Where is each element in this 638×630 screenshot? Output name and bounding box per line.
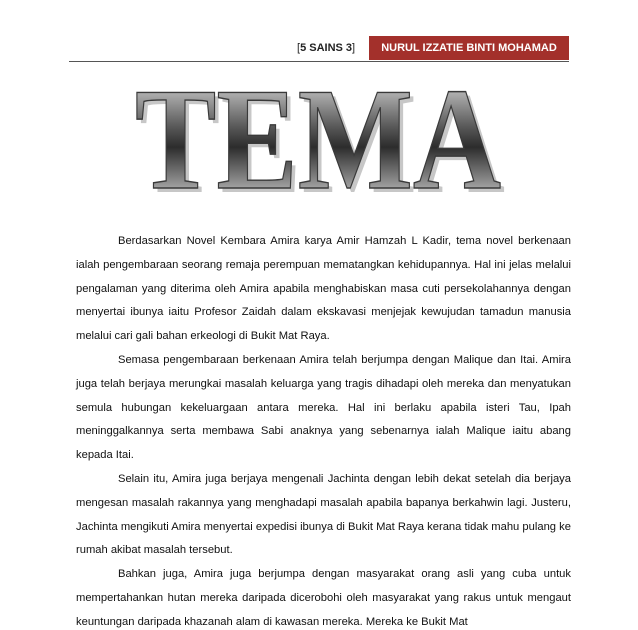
body-text <box>76 230 571 630</box>
class-label: [5 SAINS 3] <box>297 42 356 54</box>
title-banner <box>128 68 508 206</box>
student-name-banner: NURUL IZZATIE BINTI MOHAMAD <box>369 36 569 60</box>
paragraph-1: Berdasarkan Novel Kembara Amira karya Amir Hamzah L Kadir, tema novel berkenaan ialah pengembaraan seorang remaja perempuan mematangkan kehidupannya. Hal ini jelas melalui pengalaman yang diterima oleh Amira apabila menghabiskan masa cuti persekolahannya dengan menyertai ibunya iaitu Profesor Zaidah dalam ekskavasi menjejak kewujudan tamadun manusia melalui cari gali bahan erkeologi di Bukit Mat Raya. <box>76 235 571 343</box>
title-graphic <box>128 68 508 206</box>
title-text: TEMA <box>135 68 501 206</box>
header-divider <box>69 61 569 62</box>
paragraph-4: Bahkan juga, Amira juga berjumpa dengan masyarakat orang asli yang cuba untuk mempertahankan hutan mereka daripada dicerobohi oleh masyarakat yang rakus untuk mengaut keuntungan daripada khazanah alam di kawasan mereka. Mereka ke Bukit Mat <box>76 568 571 628</box>
paragraph-2: Semasa pengembaraan berkenaan Amira telah berjumpa dengan Malique dan Itai. Amira juga telah berjaya merungkai masalah keluarga yang tragis dihadapi oleh mereka dan menyatukan semula hubungan kekeluargaan antara mereka. Hal ini berlaku apabila isteri Tau, Ipah meninggalkannya serta membawa Sabi anaknya yang sebenarnya ialah Malique iaitu abang kepada Itai. <box>76 353 571 462</box>
paragraph-3: Selain itu, Amira juga berjaya mengenali Jachinta dengan lebih dekat setelah dia berjaya mengesan masalah rakannya yang menghadapi masalah apabila bapanya berkahwin lagi. Justeru, Jachinta mengikuti Amira menyertai expedisi ibunya di Bukit Mat Raya kerana tidak mahu pulang ke rumah akibat masalah tersebut. <box>76 472 571 557</box>
page-header <box>69 36 569 62</box>
title-shadow: TEMA <box>139 68 505 206</box>
